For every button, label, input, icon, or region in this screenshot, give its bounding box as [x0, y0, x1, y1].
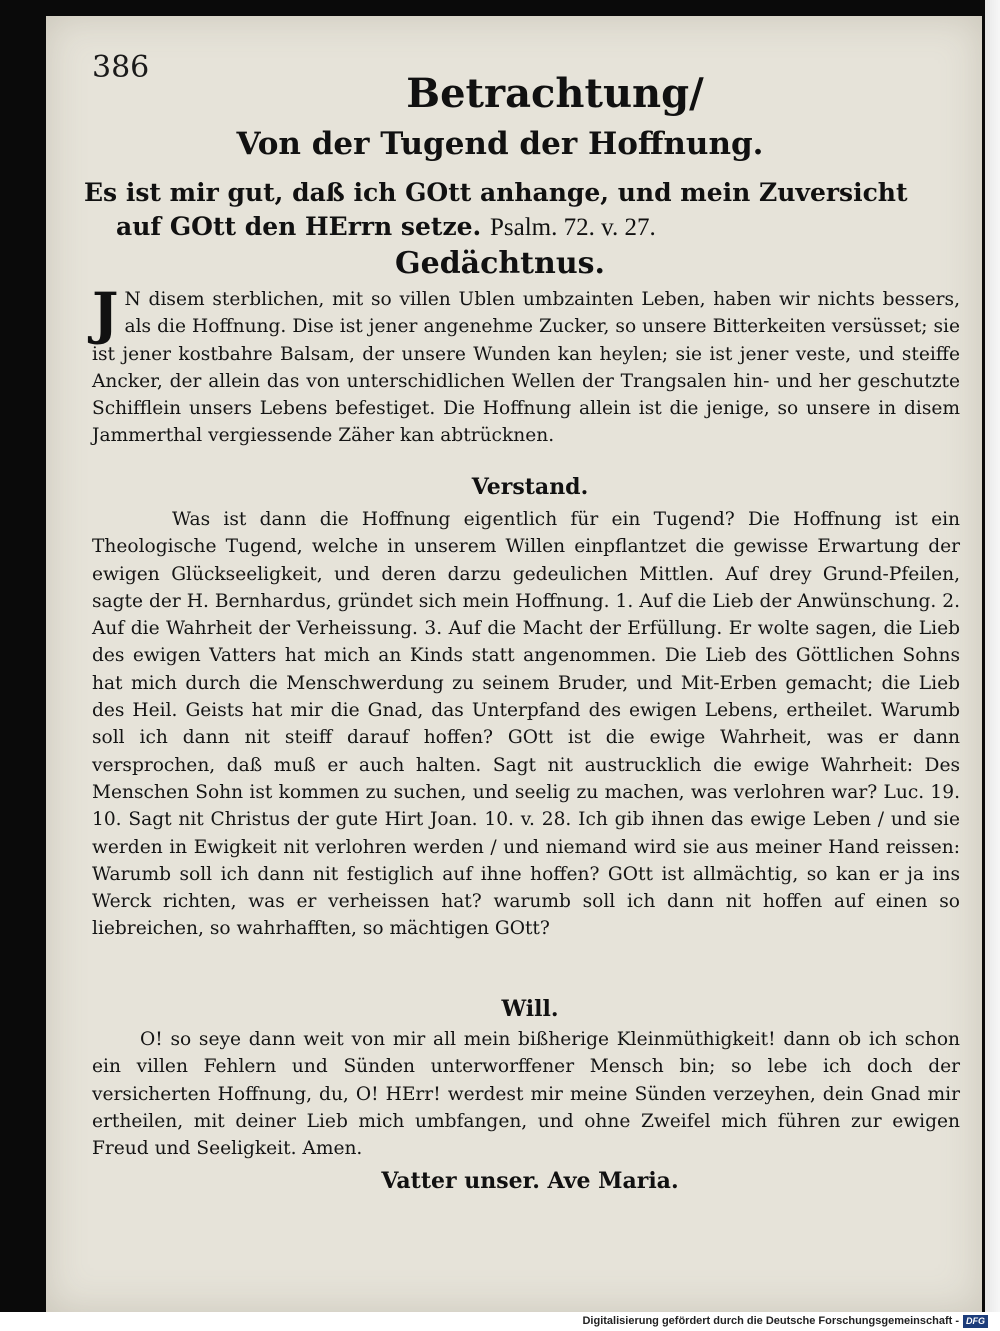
scan-edge: [985, 0, 1000, 1312]
drop-cap: J: [92, 281, 119, 347]
page-subtitle: Von der Tugend der Hoffnung.: [236, 126, 764, 162]
heading-gedaechtnus: Gedächtnus.: [394, 246, 605, 281]
paragraph-will: O! so seye dann weit von mir all mein bißherige Kleinmüthigkeit! dann ob ich schon ein villen Fehlern und Sünden unterworffener Mensch bin; so lebe ich doch der versicherten Hoffnung, du, O! HErr! werdest mir meine Sünden verzeyhen, dein Gnad mir ertheilen, mit deiner Lieb mich umbfangen, und ohne Zweifel mich führen zur ewigen Freud und Seeligkeit. Amen.: [92, 1029, 960, 1160]
paragraph-gedaechtnus-text: N disem sterblichen, mit so villen Ublen umbzainten Leben, haben wir nichts bessers, als die Hoffnung. Dise ist jener angenehme Zucker, so unsere Bitterkeiten versüsset; sie ist jener kostbahre Balsam, der unsere Wunden kan heylen; sie ist jener veste, und steiffe Ancker, der allein das von unterschidlichen Wellen der Trangsalen hin- und her geschutzte Schifflein unsers Lebens befestiget. Die Hoffnung allein ist die jenige, so unsere in disem Jammerthal vergiessende Zäher kan abtrücknen.: [92, 289, 960, 447]
heading-will: Will.: [501, 996, 559, 1022]
motto-line-2-wrap: [84, 210, 914, 245]
heading-verstand: Verstand.: [471, 474, 589, 500]
dfg-logo: DFG: [963, 1315, 988, 1328]
motto-line-1: Es ist mir gut, daß ich GOtt anhange, und mein Zuversicht: [84, 178, 908, 207]
paragraph-gedaechtnus: [92, 281, 960, 450]
paragraph-verstand: Was ist dann die Hoffnung eigentlich für ein Tugend? Die Hoffnung ist ein Theologische Tugend, welche in unserem Willen einpflantzet die gewisse Erwartung der ewigen Glückseeligkeit, und deren darzu gedeulichen Mittlen. Auf drey Grund-Pfeilen, sagte der H. Bernhardus, gründet sich mein Hoffnung. 1. Auf die Lieb der Anwünschung. 2. Auf die Wahrheit der Verheissung. 3. Auf die Macht der Erfüllung. Er wolte sagen, die Lieb des ewigen Vatters hat mich an Kinds statt angenommen. Die Lieb des Göttlichen Sohns hat mich durch die Menschwerdung zu seinem Bruder, und Mit-Erben gemacht; die Lieb des Heil. Geists hat mir die Gnad, das Unterpfand des ewigen Lebens, ertheilet. Warumb soll ich dann nit steiff darauf hoffen? GOtt ist die ewige Wahrheit, was er dann versprochen, daß muß er auch halten. Sagt nit austrucklich die ewige Wahrheit: Des Menschen Sohn ist kommen zu suchen, und seelig zu machen, was verlohren war? Luc. 19. 10. Sagt nit Christus der gute Hirt Joan. 10. v. 28. Ich gib ihnen das ewige Leben / und sie werden in Ewigkeit nit verlohren werden / und niemand wird sie aus meiner Hand reissen: Warumb soll ich dann nit festiglich auf ihne hoffen? GOtt ist allmächtig, so kan er ja ins Werck richten, was er verheissen hat? warumb soll ich dann nit hoffen auf einen so liebreichen, so wahrhafften, so mächtigen GOtt?: [92, 509, 960, 940]
footer-credit: [582, 1312, 988, 1331]
motto-reference: Psalm. 72. v. 27.: [489, 214, 656, 241]
footer-text: Digitalisierung gefördert durch die Deutsche Forschungsgemeinschaft -: [582, 1315, 959, 1327]
page-number: 386: [92, 50, 150, 85]
closing-prayer: Vatter unser. Ave Maria.: [381, 1168, 679, 1194]
motto-line-2: auf GOtt den HErrn setze.: [116, 212, 482, 241]
page-title: Betrachtung/: [406, 70, 704, 117]
motto-quote: [84, 176, 914, 245]
